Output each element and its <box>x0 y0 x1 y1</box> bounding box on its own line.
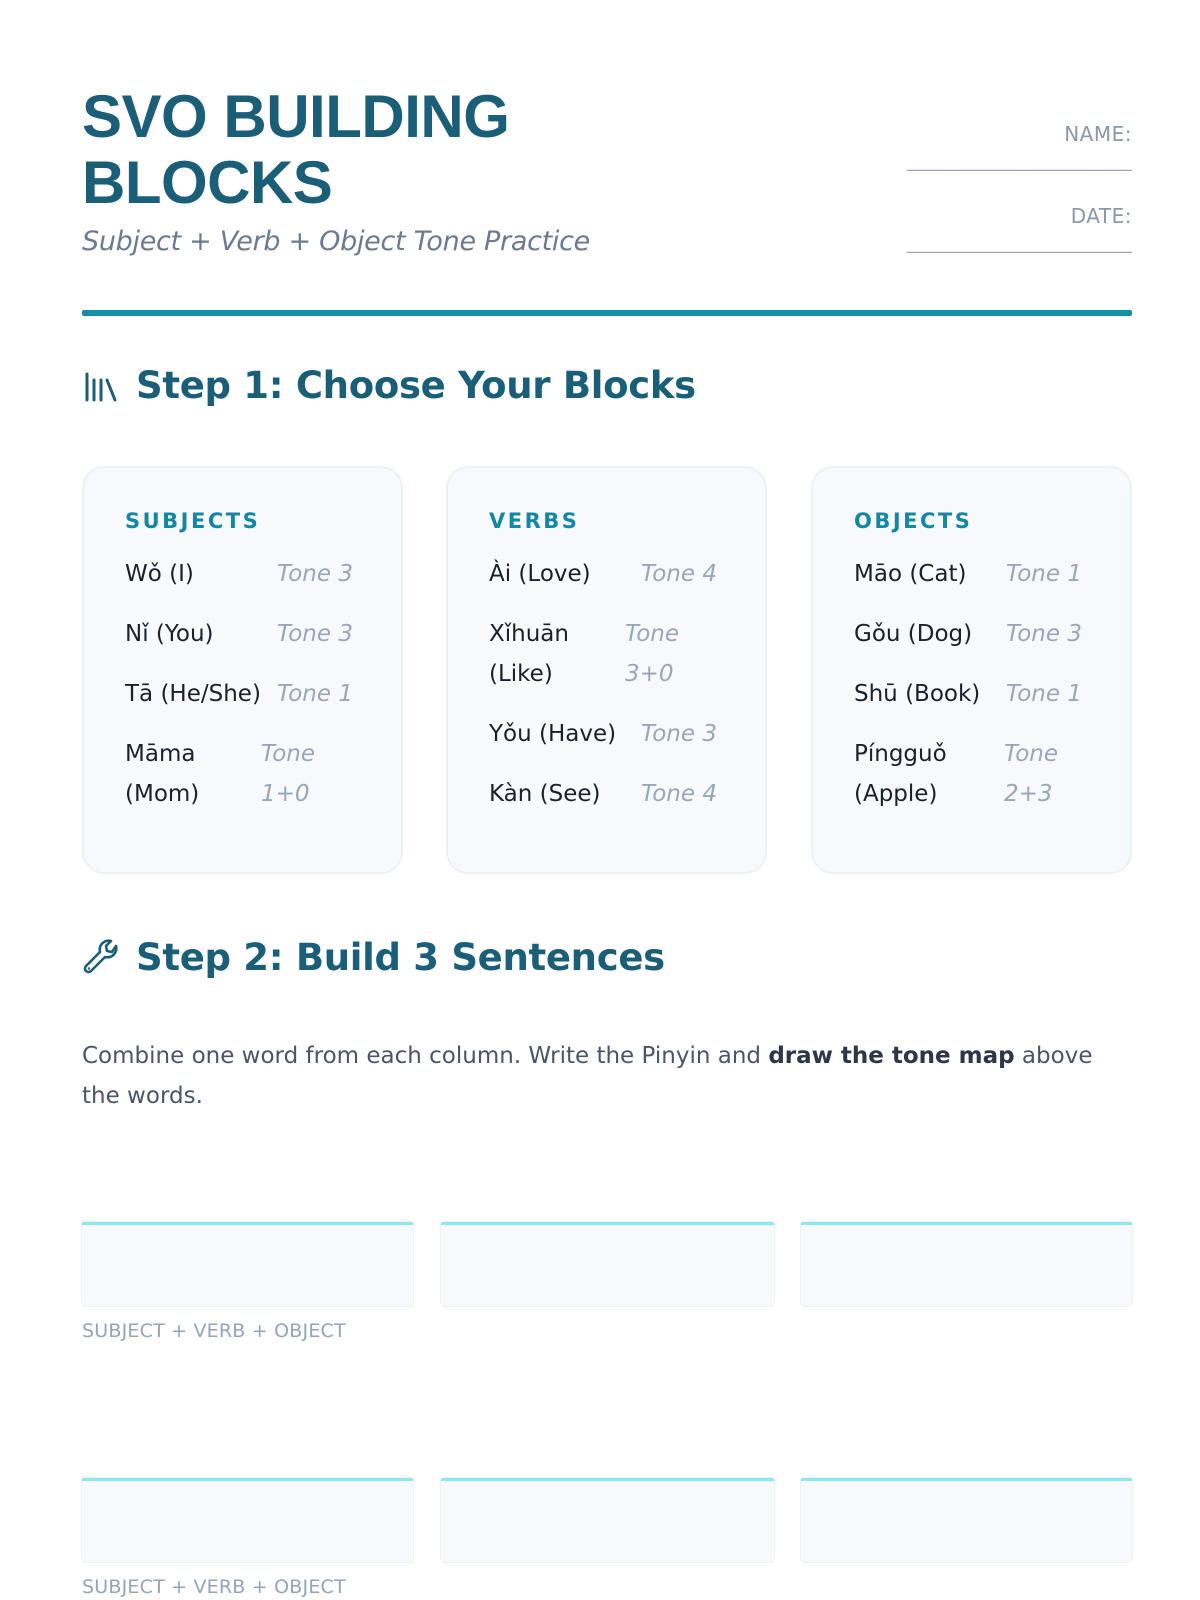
word-part: (Apple) <box>854 781 938 807</box>
word: Tā (He/She) <box>125 681 261 707</box>
word-part: Píngguǒ <box>854 741 947 767</box>
word <box>854 734 1004 814</box>
instruction-emphasis: draw the tone map <box>768 1043 1015 1069</box>
tone: Tone 4 <box>641 561 717 587</box>
word: Gǒu (Dog) <box>854 621 973 647</box>
library-books-icon <box>82 366 122 406</box>
verb-answer-box[interactable] <box>441 1478 774 1562</box>
object-answer-box[interactable] <box>801 1478 1132 1562</box>
sentence-label: SUBJECT + VERB + OBJECT <box>82 1320 346 1342</box>
list-item <box>854 614 1130 654</box>
word: Māo (Cat) <box>854 561 967 587</box>
verb-answer-box[interactable] <box>441 1222 774 1306</box>
list-item <box>125 674 401 714</box>
word: Shū (Book) <box>854 681 981 707</box>
list-item <box>489 714 765 754</box>
word-part: (Like) <box>489 661 553 687</box>
verbs-card <box>446 466 767 874</box>
wrench-icon <box>82 938 122 978</box>
list-item <box>489 614 765 694</box>
subject-answer-box[interactable] <box>82 1222 413 1306</box>
word <box>125 734 261 814</box>
tone-part: Tone <box>1004 741 1059 767</box>
tone: Tone 3 <box>277 621 353 647</box>
card-title: OBJECTS <box>854 509 973 533</box>
tone: Tone 1 <box>277 681 353 707</box>
word: Nǐ (You) <box>125 621 214 647</box>
object-answer-box[interactable] <box>801 1222 1132 1306</box>
tone-part: 1+0 <box>261 781 310 807</box>
page-title <box>82 84 682 216</box>
word-part: Māma <box>125 741 196 767</box>
tone <box>625 614 679 694</box>
word: Wǒ (I) <box>125 561 194 587</box>
word-part: Xǐhuān <box>489 621 569 647</box>
list-item <box>125 554 401 594</box>
name-date-block <box>802 122 1132 260</box>
title-line-1: SVO BUILDING <box>82 83 510 150</box>
word-part: (Mom) <box>125 781 200 807</box>
list-item <box>854 554 1130 594</box>
name-label: NAME: <box>1064 122 1132 146</box>
step2-instructions <box>82 1036 1132 1116</box>
instruction-text: Combine one word from each column. Write the Pinyin and <box>82 1043 769 1069</box>
objects-card <box>811 466 1132 874</box>
word: Yǒu (Have) <box>489 721 617 747</box>
tone: Tone 4 <box>641 781 717 807</box>
title-line-2: BLOCKS <box>82 149 333 216</box>
tone: Tone 1 <box>1006 561 1082 587</box>
step1-heading <box>82 364 696 407</box>
list-item <box>125 614 401 654</box>
tone-part: Tone <box>261 741 316 767</box>
date-label: DATE: <box>1070 204 1132 228</box>
card-title: VERBS <box>489 509 580 533</box>
page-subtitle: Subject + Verb + Object Tone Practice <box>82 226 590 257</box>
word-blocks <box>82 466 1132 876</box>
step1-heading-text: Step 1: Choose Your Blocks <box>136 364 696 407</box>
worksheet-header <box>82 84 1132 314</box>
list-item <box>489 774 765 814</box>
worksheet-page <box>82 0 1132 1600</box>
step2-heading-text: Step 2: Build 3 Sentences <box>136 936 665 979</box>
word <box>489 614 625 694</box>
list-item <box>489 554 765 594</box>
tone-part: 3+0 <box>625 661 674 687</box>
tone: Tone 3 <box>641 721 717 747</box>
tone <box>1004 734 1058 814</box>
step2-heading <box>82 936 665 979</box>
word: Ài (Love) <box>489 561 591 587</box>
tone-part: 2+3 <box>1004 781 1053 807</box>
name-field-line[interactable]: _________________________ <box>907 151 1132 172</box>
header-divider <box>82 310 1132 316</box>
sentence-row-1 <box>82 1222 1132 1362</box>
tone: Tone 1 <box>1006 681 1082 707</box>
date-field-line[interactable]: _________________________ <box>907 233 1132 254</box>
subject-answer-box[interactable] <box>82 1478 413 1562</box>
sentence-label: SUBJECT + VERB + OBJECT <box>82 1576 346 1598</box>
tone: Tone 3 <box>277 561 353 587</box>
tone: Tone 3 <box>1006 621 1082 647</box>
list-item <box>854 674 1130 714</box>
list-item <box>854 734 1130 814</box>
sentence-row-2 <box>82 1478 1132 1600</box>
card-title: SUBJECTS <box>125 509 261 533</box>
subjects-card <box>82 466 403 874</box>
tone-part: Tone <box>625 621 680 647</box>
instruction-text: above the words. <box>82 1043 1093 1109</box>
tone <box>261 734 315 814</box>
word: Kàn (See) <box>489 781 601 807</box>
list-item <box>125 734 401 814</box>
